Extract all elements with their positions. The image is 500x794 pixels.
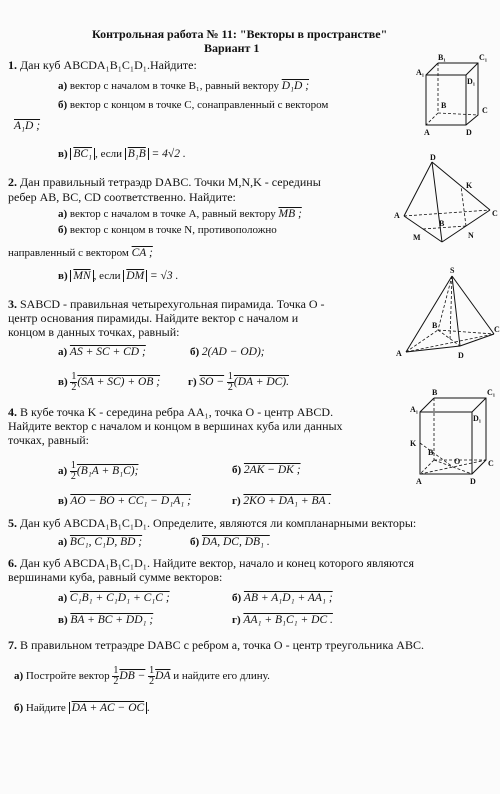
task-3c: в) $\frac{1}{2}$ (SA + SC) + OB ; xyxy=(58,371,161,393)
variant-label: Вариант 1 xyxy=(204,41,260,55)
task-3a: а) AS + SC + CD ; xyxy=(58,346,146,358)
cube2-label-b: B xyxy=(428,448,434,457)
task-1-statement: 1. Дан куб ABCDA₁B₁C₁D₁.Найдите: xyxy=(8,58,197,72)
pyramid-label-b: B xyxy=(432,321,438,330)
cube1-label-c1: C₁ xyxy=(479,53,488,62)
pyramid-figure xyxy=(396,266,500,360)
tetra-label-c: C xyxy=(492,209,498,218)
task-1c: в) BC₁ , если B₁B = 4√2 . xyxy=(58,148,186,160)
cube2-label-c: C xyxy=(488,459,494,468)
cube1-label-d: D xyxy=(466,128,472,137)
task-6d: г) AA₁ + B₁C₁ + DC . xyxy=(232,614,333,626)
task-3b: б) 2(AD − OD); xyxy=(190,346,265,358)
cube2-label-k: K xyxy=(410,439,417,448)
tetrahedron-figure xyxy=(394,153,498,248)
task-1b-vector: A₁D ; xyxy=(14,120,41,132)
task-4-statement-line3: точках, равный: xyxy=(8,433,90,447)
cube2-label-d1: D₁ xyxy=(473,414,482,423)
cube1-label-d1: D₁ xyxy=(467,77,476,86)
tetra-label-b: B xyxy=(439,219,445,228)
pyramid-label-c: C xyxy=(494,325,500,334)
task-6-statement-line2: вершинами куба, равный сумме векторов: xyxy=(8,570,223,584)
cube2-label-c1: C₁ xyxy=(487,388,496,397)
task-2b-line2: направленный с вектором CA ; xyxy=(8,247,153,259)
tetra-label-a: A xyxy=(394,211,400,220)
task-2b: б) вектор с концом в точке N, противоположно xyxy=(58,224,277,236)
pyramid-label-a: A xyxy=(396,349,402,358)
task-7a: а) Постройте вектор $\frac{1}{2}$ DB − $\frac{1}{2}$ $\overline{DA}$ и найдите его длину. xyxy=(14,665,270,687)
task-4-statement: 4. В кубе точка K - середина ребра AA₁, точка O - центр ABCD. xyxy=(8,405,334,419)
cube1-label-a: A xyxy=(424,128,430,137)
task-5b: б) DA, DC, DB₁ . xyxy=(190,536,270,548)
cube1-label-c: C xyxy=(482,106,488,115)
cube-figure-2 xyxy=(410,390,496,490)
task-7b: б) Найдите DA + AC − OC . xyxy=(14,702,151,714)
tetra-label-k: K xyxy=(466,181,473,190)
tetra-label-d: D xyxy=(430,153,436,162)
cube1-label-b: B xyxy=(441,101,447,110)
task-2-statement-line2: ребер AB, BC, CD соответственно. Найдите: xyxy=(8,190,236,204)
task-2-statement: 2. Дан правильный тетраэдр DABC. Точки M,N,K - середины xyxy=(8,175,321,189)
task-6a: а) C₁B₁ + C₁D₁ + C₁C ; xyxy=(58,592,170,604)
cube1-label-b1: B₁ xyxy=(438,53,446,62)
task-5-statement: 5. Дан куб ABCDA₁B₁C₁D₁. Определите, являются ли компланарными векторы: xyxy=(8,516,417,530)
task-6b: б) AB + A₁D₁ + AA₁ ; xyxy=(232,592,333,604)
task-4a: а) $\frac{1}{2}$ (B₁A + B₁C); xyxy=(58,460,139,482)
task-6c: в) BA + BC + DD₁ ; xyxy=(58,614,154,626)
cube2-label-o: O xyxy=(454,457,461,466)
task-4c: в) AO − BO + CC₁ − D₁A₁ ; xyxy=(58,495,191,507)
task-1a: а) вектор с началом в точке B₁, равный вектору D₁D ; xyxy=(58,80,310,92)
page-title: Контрольная работа № 11: "Векторы в пространстве" xyxy=(92,27,388,41)
task-3d: г) SO − $\frac{1}{2}$ (DA + DC). xyxy=(188,371,290,393)
cube2-label-a: A xyxy=(416,477,422,486)
cube-figure-1 xyxy=(416,53,496,141)
task-1b: б) вектор с концом в точке C, сонаправленный с вектором xyxy=(58,99,329,111)
cube2-label-b1: B xyxy=(432,388,438,397)
cube2-label-a1: A₁ xyxy=(410,405,419,414)
task-3-statement-line3: концом в данных точках, равный: xyxy=(8,325,180,339)
task-2c: в) $\overline{MN}$ , если $\overline{DM} = √3$ . xyxy=(58,270,179,282)
task-2a: а) вектор с началом в точке A, равный вектору MB ; xyxy=(58,208,302,220)
tetra-label-m: M xyxy=(413,233,421,242)
task-7-statement: 7. В правильном тетраэдре DABC с ребром a, точка O - центр треугольника ABC. xyxy=(8,638,424,652)
pyramid-label-d: D xyxy=(458,351,464,360)
cube1-label-a1: A₁ xyxy=(416,68,425,77)
task-5a: а) BC₁, C₁D, BD ; xyxy=(58,536,143,548)
task-4b: б) 2AK − DK ; xyxy=(232,464,301,476)
task-3-statement-line2: центр основания пирамиды. Найдите вектор с началом и xyxy=(8,311,299,325)
tetra-label-n: N xyxy=(468,231,474,240)
cube2-label-d: D xyxy=(470,477,476,486)
task-4-statement-line2: Найдите вектор с началом и концом в вершинах куба или данных xyxy=(8,419,343,433)
task-4d: г) 2KO + DA₁ + BA . xyxy=(232,495,332,507)
task-6-statement: 6. Дан куб ABCDA₁B₁C₁D₁. Найдите вектор, начало и конец которого являются xyxy=(8,556,415,570)
pyramid-label-s: S xyxy=(450,266,455,275)
task-3-statement: 3. SABCD - правильная четырехугольная пирамида. Точка O - xyxy=(8,297,325,311)
